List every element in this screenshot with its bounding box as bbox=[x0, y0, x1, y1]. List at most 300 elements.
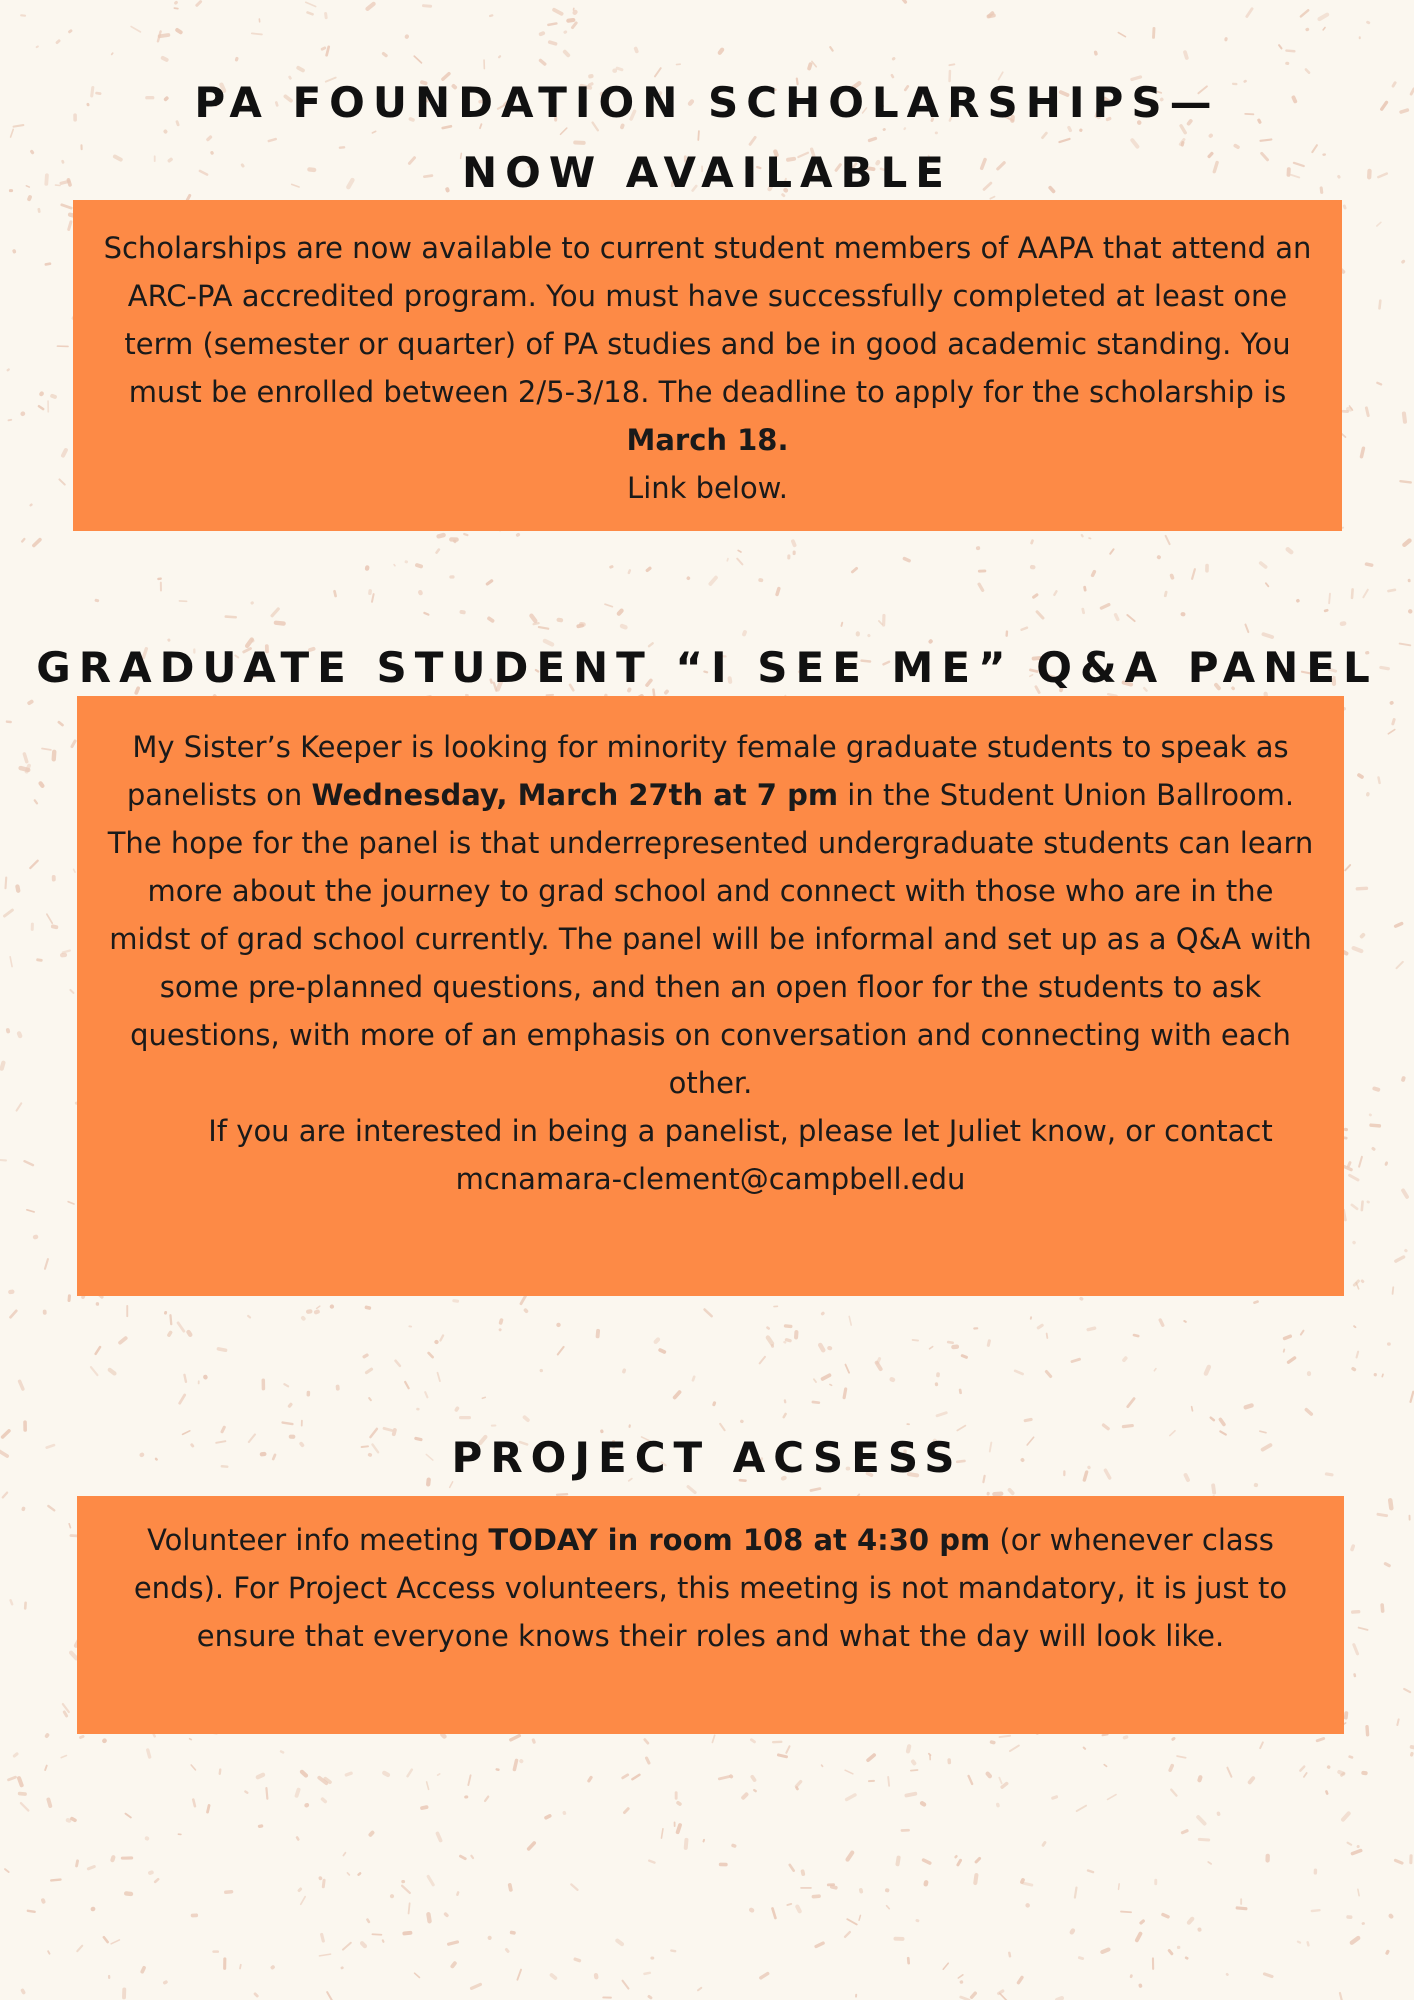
terrazzo-speck bbox=[1359, 932, 1366, 939]
terrazzo-speck bbox=[37, 208, 41, 213]
terrazzo-speck bbox=[684, 1838, 689, 1850]
terrazzo-speck bbox=[1369, 1123, 1381, 1128]
terrazzo-speck bbox=[20, 1988, 26, 1995]
scholarships-heading-line-1: PA FOUNDATION SCHOLARSHIPS— bbox=[194, 78, 1220, 127]
terrazzo-speck bbox=[1368, 1113, 1372, 1117]
terrazzo-speck bbox=[79, 1735, 85, 1740]
terrazzo-speck bbox=[794, 1330, 799, 1340]
terrazzo-speck bbox=[758, 1971, 770, 1980]
terrazzo-speck bbox=[887, 1776, 890, 1787]
terrazzo-speck bbox=[1372, 1086, 1381, 1092]
terrazzo-speck bbox=[1348, 1173, 1360, 1182]
terrazzo-speck bbox=[622, 1807, 630, 1815]
terrazzo-speck bbox=[784, 1399, 787, 1404]
terrazzo-speck bbox=[44, 1732, 50, 1738]
terrazzo-speck bbox=[424, 1391, 429, 1399]
terrazzo-speck bbox=[164, 1311, 168, 1315]
terrazzo-speck bbox=[820, 1311, 825, 1316]
terrazzo-speck bbox=[15, 884, 21, 893]
terrazzo-speck bbox=[1121, 1356, 1128, 1363]
terrazzo-speck bbox=[740, 1419, 745, 1423]
project-access-paragraph bbox=[107, 1516, 1314, 1660]
terrazzo-speck bbox=[253, 1992, 259, 1998]
terrazzo-speck bbox=[1245, 7, 1254, 19]
terrazzo-speck bbox=[198, 1380, 200, 1384]
terrazzo-speck bbox=[1409, 1390, 1414, 1403]
terrazzo-speck bbox=[469, 1982, 482, 1990]
terrazzo-speck bbox=[60, 953, 67, 958]
terrazzo-speck bbox=[124, 1891, 134, 1896]
terrazzo-speck bbox=[70, 739, 77, 749]
terrazzo-speck bbox=[595, 1329, 600, 1339]
terrazzo-speck bbox=[1117, 31, 1126, 37]
panel-contact-text: If you are interested in being a panelist, please let Juliet know, or contact mcnamara-clement@campbell.edu bbox=[208, 1114, 1273, 1196]
terrazzo-speck bbox=[265, 1787, 268, 1800]
terrazzo-speck bbox=[674, 1821, 676, 1827]
terrazzo-speck bbox=[800, 1869, 805, 1876]
terrazzo-speck bbox=[800, 1887, 812, 1889]
terrazzo-speck bbox=[368, 589, 372, 595]
terrazzo-speck bbox=[989, 1740, 996, 1745]
terrazzo-speck bbox=[37, 404, 45, 410]
terrazzo-speck bbox=[1295, 598, 1300, 603]
terrazzo-speck bbox=[1360, 1279, 1365, 1284]
terrazzo-speck bbox=[956, 1858, 963, 1867]
terrazzo-speck bbox=[94, 598, 99, 602]
terrazzo-speck bbox=[784, 1324, 793, 1328]
terrazzo-speck bbox=[1030, 1316, 1033, 1320]
terrazzo-speck bbox=[1303, 1772, 1308, 1778]
terrazzo-speck bbox=[46, 913, 54, 924]
terrazzo-speck bbox=[6, 368, 10, 372]
terrazzo-speck bbox=[1401, 537, 1412, 547]
terrazzo-speck bbox=[850, 566, 858, 573]
terrazzo-speck bbox=[1099, 602, 1111, 610]
terrazzo-speck bbox=[1340, 1811, 1351, 1823]
terrazzo-speck bbox=[1351, 945, 1364, 953]
terrazzo-speck bbox=[224, 615, 237, 618]
terrazzo-speck bbox=[868, 1780, 875, 1782]
terrazzo-speck bbox=[244, 1790, 249, 1795]
terrazzo-speck bbox=[33, 799, 38, 805]
terrazzo-speck bbox=[300, 1315, 306, 1321]
terrazzo-speck bbox=[1134, 1931, 1143, 1943]
terrazzo-speck bbox=[50, 1878, 62, 1881]
terrazzo-speck bbox=[346, 1872, 350, 1876]
terrazzo-speck bbox=[552, 7, 565, 16]
terrazzo-speck bbox=[737, 549, 742, 553]
terrazzo-speck bbox=[843, 1930, 851, 1938]
terrazzo-speck bbox=[1392, 1286, 1395, 1295]
terrazzo-speck bbox=[1253, 1300, 1259, 1304]
terrazzo-speck bbox=[986, 13, 996, 19]
terrazzo-speck bbox=[381, 1770, 391, 1778]
terrazzo-speck bbox=[1005, 630, 1008, 637]
terrazzo-speck bbox=[749, 1738, 756, 1744]
terrazzo-speck bbox=[1031, 593, 1039, 600]
terrazzo-speck bbox=[19, 1801, 30, 1812]
terrazzo-speck bbox=[319, 1953, 332, 1956]
terrazzo-speck bbox=[547, 40, 557, 46]
terrazzo-speck bbox=[1365, 1725, 1369, 1737]
terrazzo-speck bbox=[368, 1397, 373, 1402]
terrazzo-speck bbox=[1183, 1320, 1187, 1323]
terrazzo-speck bbox=[675, 1791, 678, 1800]
terrazzo-speck bbox=[404, 34, 410, 40]
terrazzo-speck bbox=[1357, 1888, 1360, 1896]
terrazzo-speck bbox=[1346, 1915, 1352, 1919]
terrazzo-speck bbox=[555, 1322, 561, 1328]
terrazzo-speck bbox=[9, 1599, 14, 1606]
terrazzo-speck bbox=[1361, 1922, 1365, 1925]
terrazzo-speck bbox=[653, 1337, 661, 1345]
terrazzo-speck bbox=[140, 1965, 147, 1974]
terrazzo-speck bbox=[1080, 534, 1084, 538]
terrazzo-speck bbox=[436, 532, 446, 539]
terrazzo-speck bbox=[26, 1209, 35, 1213]
terrazzo-speck bbox=[1082, 1746, 1086, 1750]
terrazzo-speck bbox=[842, 1387, 847, 1399]
terrazzo-speck bbox=[627, 569, 631, 575]
terrazzo-speck bbox=[38, 780, 46, 788]
terrazzo-speck bbox=[1041, 1840, 1047, 1847]
terrazzo-speck bbox=[218, 1768, 221, 1775]
terrazzo-speck bbox=[697, 1986, 703, 1991]
terrazzo-speck bbox=[1285, 546, 1295, 555]
terrazzo-speck bbox=[1225, 1972, 1229, 1976]
scholarships-box bbox=[73, 200, 1342, 531]
terrazzo-speck bbox=[274, 620, 286, 626]
terrazzo-speck bbox=[1244, 623, 1249, 633]
terrazzo-speck bbox=[1122, 1735, 1129, 1740]
project-access-body-text: (or whenever class ends). For Project Access volunteers, this meeting is not mandatory, it is just to ensure that everyone knows their roles and what the day will look like. bbox=[133, 1523, 1288, 1653]
terrazzo-speck bbox=[621, 1773, 630, 1780]
terrazzo-speck bbox=[1218, 1417, 1227, 1427]
terrazzo-speck bbox=[526, 1840, 537, 1851]
terrazzo-speck bbox=[1094, 50, 1099, 56]
terrazzo-speck bbox=[67, 1201, 75, 1206]
terrazzo-speck bbox=[915, 1919, 920, 1923]
terrazzo-speck bbox=[1086, 1326, 1097, 1332]
terrazzo-speck bbox=[247, 1314, 252, 1319]
terrazzo-speck bbox=[102, 1935, 109, 1943]
terrazzo-speck bbox=[954, 1855, 958, 1859]
terrazzo-speck bbox=[38, 391, 44, 398]
terrazzo-speck bbox=[1139, 1919, 1146, 1926]
terrazzo-speck bbox=[481, 1396, 486, 1399]
terrazzo-speck bbox=[52, 875, 56, 882]
panel-paragraph bbox=[105, 723, 1316, 1107]
terrazzo-speck bbox=[1373, 1373, 1377, 1377]
terrazzo-speck bbox=[996, 1802, 1000, 1807]
terrazzo-speck bbox=[1404, 1248, 1409, 1253]
terrazzo-speck bbox=[647, 1994, 653, 2000]
terrazzo-speck bbox=[9, 956, 13, 968]
terrazzo-speck bbox=[1360, 1200, 1364, 1211]
terrazzo-speck bbox=[31, 537, 42, 548]
terrazzo-speck bbox=[670, 1949, 677, 1952]
terrazzo-speck bbox=[110, 1939, 120, 1945]
terrazzo-speck bbox=[1307, 1371, 1311, 1376]
terrazzo-speck bbox=[320, 1797, 328, 1804]
terrazzo-speck bbox=[434, 1340, 439, 1344]
terrazzo-speck bbox=[923, 1880, 929, 1887]
terrazzo-speck bbox=[174, 27, 183, 35]
terrazzo-speck bbox=[1344, 1711, 1349, 1720]
terrazzo-speck bbox=[364, 1305, 371, 1310]
terrazzo-speck bbox=[1356, 773, 1364, 780]
terrazzo-speck bbox=[793, 550, 796, 555]
terrazzo-speck bbox=[1410, 1752, 1414, 1757]
terrazzo-speck bbox=[340, 1966, 344, 1970]
terrazzo-speck bbox=[357, 1872, 362, 1877]
terrazzo-speck bbox=[16, 1776, 24, 1788]
terrazzo-speck bbox=[422, 4, 432, 8]
terrazzo-speck bbox=[366, 1918, 371, 1924]
terrazzo-speck bbox=[1088, 537, 1092, 539]
terrazzo-speck bbox=[736, 557, 744, 565]
terrazzo-speck bbox=[717, 47, 725, 56]
terrazzo-speck bbox=[951, 1344, 959, 1349]
terrazzo-speck bbox=[1361, 1771, 1368, 1776]
terrazzo-speck bbox=[1409, 1854, 1412, 1864]
terrazzo-speck bbox=[1079, 1296, 1084, 1301]
terrazzo-speck bbox=[728, 1774, 734, 1780]
terrazzo-speck bbox=[750, 1774, 757, 1782]
terrazzo-speck bbox=[329, 1304, 334, 1309]
terrazzo-speck bbox=[173, 0, 178, 5]
terrazzo-speck bbox=[1408, 579, 1411, 583]
terrazzo-speck bbox=[1023, 1418, 1033, 1423]
terrazzo-speck bbox=[1409, 1745, 1414, 1750]
terrazzo-speck bbox=[1401, 259, 1406, 264]
terrazzo-speck bbox=[1265, 582, 1270, 588]
terrazzo-speck bbox=[408, 1325, 412, 1327]
terrazzo-speck bbox=[885, 1888, 890, 1893]
terrazzo-speck bbox=[516, 1968, 522, 1980]
terrazzo-speck bbox=[192, 1798, 197, 1808]
terrazzo-speck bbox=[1305, 27, 1310, 31]
terrazzo-speck bbox=[811, 1400, 820, 1404]
terrazzo-speck bbox=[1087, 1869, 1095, 1874]
terrazzo-speck bbox=[7, 1775, 18, 1781]
terrazzo-speck bbox=[616, 608, 625, 617]
terrazzo-speck bbox=[1314, 1868, 1318, 1874]
terrazzo-speck bbox=[206, 1804, 211, 1814]
terrazzo-speck bbox=[447, 1940, 460, 1946]
terrazzo-speck bbox=[1317, 12, 1330, 22]
terrazzo-speck bbox=[297, 1887, 303, 1893]
terrazzo-speck bbox=[122, 1987, 126, 1999]
terrazzo-speck bbox=[1152, 27, 1156, 39]
scholarships-link-note: Link below. bbox=[627, 471, 788, 505]
terrazzo-speck bbox=[22, 752, 29, 764]
terrazzo-speck bbox=[381, 51, 388, 58]
terrazzo-speck bbox=[1380, 1603, 1384, 1613]
terrazzo-speck bbox=[322, 1879, 326, 1889]
terrazzo-speck bbox=[281, 1421, 294, 1425]
terrazzo-speck bbox=[313, 1309, 320, 1315]
terrazzo-speck bbox=[827, 1346, 833, 1351]
terrazzo-speck bbox=[518, 1758, 524, 1764]
terrazzo-speck bbox=[336, 1384, 340, 1390]
terrazzo-speck bbox=[522, 1415, 531, 1423]
terrazzo-speck bbox=[1243, 1403, 1254, 1410]
terrazzo-speck bbox=[919, 1800, 927, 1807]
terrazzo-speck bbox=[814, 1941, 826, 1949]
terrazzo-speck bbox=[1324, 609, 1329, 613]
terrazzo-speck bbox=[1407, 608, 1413, 614]
terrazzo-speck bbox=[848, 1315, 852, 1326]
terrazzo-speck bbox=[1153, 1367, 1157, 1371]
terrazzo-speck bbox=[459, 610, 466, 615]
terrazzo-speck bbox=[1216, 1811, 1221, 1816]
terrazzo-speck bbox=[547, 22, 558, 26]
terrazzo-speck bbox=[539, 1368, 543, 1372]
terrazzo-speck bbox=[1046, 1332, 1049, 1339]
terrazzo-speck bbox=[1377, 776, 1381, 784]
terrazzo-speck bbox=[974, 1856, 982, 1864]
project-access-box bbox=[77, 1496, 1344, 1734]
terrazzo-speck bbox=[413, 55, 423, 64]
terrazzo-speck bbox=[1306, 1941, 1310, 1947]
terrazzo-speck bbox=[631, 1773, 641, 1781]
project-access-intro-text: Volunteer info meeting bbox=[147, 1523, 489, 1557]
terrazzo-speck bbox=[29, 859, 40, 870]
terrazzo-speck bbox=[1356, 887, 1369, 891]
terrazzo-speck bbox=[740, 1792, 749, 1801]
terrazzo-speck bbox=[44, 262, 51, 266]
terrazzo-speck bbox=[20, 537, 26, 543]
terrazzo-speck bbox=[1198, 1838, 1211, 1842]
terrazzo-speck bbox=[902, 556, 911, 563]
terrazzo-speck bbox=[235, 57, 239, 62]
terrazzo-speck bbox=[893, 1937, 904, 1941]
terrazzo-speck bbox=[999, 1992, 1008, 2000]
terrazzo-speck bbox=[427, 1351, 435, 1359]
terrazzo-speck bbox=[528, 613, 538, 624]
scholarships-heading-line-2: NOW AVAILABLE bbox=[462, 148, 952, 197]
terrazzo-speck bbox=[26, 1909, 36, 1913]
terrazzo-speck bbox=[910, 1759, 917, 1766]
terrazzo-speck bbox=[563, 30, 568, 34]
terrazzo-speck bbox=[643, 1738, 650, 1745]
terrazzo-speck bbox=[1381, 1373, 1384, 1377]
terrazzo-speck bbox=[1259, 1741, 1264, 1749]
terrazzo-speck bbox=[978, 569, 986, 572]
terrazzo-speck bbox=[279, 1750, 284, 1754]
terrazzo-speck bbox=[31, 923, 34, 931]
terrazzo-speck bbox=[960, 1354, 968, 1360]
panel-box bbox=[77, 696, 1344, 1296]
terrazzo-speck bbox=[68, 1523, 71, 1529]
terrazzo-speck bbox=[1170, 1788, 1179, 1797]
terrazzo-speck bbox=[711, 1734, 715, 1743]
terrazzo-speck bbox=[166, 1330, 173, 1338]
terrazzo-speck bbox=[51, 924, 59, 929]
terrazzo-speck bbox=[1339, 621, 1346, 626]
terrazzo-speck bbox=[1353, 1673, 1356, 1678]
terrazzo-speck bbox=[1209, 1416, 1216, 1422]
terrazzo-speck bbox=[495, 1768, 500, 1771]
terrazzo-speck bbox=[967, 1774, 974, 1785]
terrazzo-speck bbox=[1387, 728, 1396, 734]
terrazzo-speck bbox=[840, 622, 843, 628]
terrazzo-speck bbox=[344, 1771, 353, 1777]
terrazzo-speck bbox=[27, 699, 35, 706]
terrazzo-speck bbox=[726, 558, 729, 562]
terrazzo-speck bbox=[1400, 1188, 1409, 1200]
terrazzo-speck bbox=[258, 1824, 264, 1828]
terrazzo-speck bbox=[18, 1792, 27, 1796]
terrazzo-speck bbox=[47, 1504, 56, 1512]
terrazzo-speck bbox=[1126, 614, 1136, 623]
terrazzo-speck bbox=[365, 1, 377, 12]
terrazzo-speck bbox=[942, 1962, 949, 1970]
terrazzo-speck bbox=[68, 29, 73, 34]
terrazzo-speck bbox=[1224, 37, 1228, 42]
terrazzo-speck bbox=[1283, 1348, 1286, 1353]
terrazzo-speck bbox=[959, 1995, 971, 2000]
terrazzo-speck bbox=[450, 1960, 458, 1969]
terrazzo-speck bbox=[1161, 1912, 1171, 1919]
terrazzo-speck bbox=[619, 623, 628, 630]
terrazzo-speck bbox=[556, 617, 563, 622]
terrazzo-speck bbox=[675, 1823, 682, 1835]
terrazzo-speck bbox=[90, 1906, 96, 1912]
terrazzo-speck bbox=[426, 1874, 435, 1887]
terrazzo-speck bbox=[1, 1491, 9, 1499]
terrazzo-speck bbox=[436, 1372, 441, 1383]
terrazzo-speck bbox=[320, 1933, 325, 1943]
terrazzo-speck bbox=[498, 1318, 503, 1325]
terrazzo-speck bbox=[1205, 564, 1209, 573]
terrazzo-speck bbox=[1154, 1879, 1157, 1885]
terrazzo-speck bbox=[75, 1859, 79, 1867]
terrazzo-speck bbox=[1349, 1935, 1361, 1946]
terrazzo-speck bbox=[443, 1912, 449, 1918]
terrazzo-speck bbox=[126, 1305, 128, 1317]
terrazzo-speck bbox=[454, 1406, 460, 1413]
terrazzo-speck bbox=[986, 1339, 991, 1347]
terrazzo-speck bbox=[758, 578, 764, 583]
terrazzo-speck bbox=[813, 1378, 818, 1383]
terrazzo-speck bbox=[416, 1408, 420, 1411]
terrazzo-speck bbox=[977, 582, 985, 593]
terrazzo-speck bbox=[459, 1854, 468, 1860]
terrazzo-speck bbox=[1070, 1357, 1081, 1363]
terrazzo-speck bbox=[1113, 613, 1120, 622]
scholarships-deadline: March 18. bbox=[626, 423, 789, 457]
terrazzo-speck bbox=[1138, 1983, 1143, 1988]
terrazzo-speck bbox=[998, 1735, 1011, 1739]
terrazzo-speck bbox=[676, 63, 681, 65]
terrazzo-speck bbox=[86, 1865, 96, 1871]
terrazzo-speck bbox=[1391, 718, 1396, 726]
terrazzo-speck bbox=[1351, 1366, 1357, 1372]
terrazzo-speck bbox=[1366, 20, 1371, 24]
terrazzo-speck bbox=[420, 1805, 429, 1810]
project-access-heading: PROJECT ACSESS bbox=[451, 1433, 963, 1482]
terrazzo-speck bbox=[865, 1752, 876, 1762]
terrazzo-speck bbox=[1186, 1916, 1195, 1926]
terrazzo-speck bbox=[538, 31, 545, 37]
terrazzo-speck bbox=[189, 1738, 193, 1741]
terrazzo-speck bbox=[1395, 960, 1404, 969]
terrazzo-speck bbox=[498, 1328, 502, 1332]
terrazzo-speck bbox=[191, 1913, 199, 1917]
panel-body-text: in the Student Union Ballroom. The hope for the panel is that underrepresented undergraduate students can learn more about the journey to grad school and connect with those who are in the midst of grad school currently. The panel will be informal and set up as a Q&A with some pre-planned questions, and then an open floor for the students to ask questions, with more of an emphasis on conversation and connecting with each other. bbox=[107, 778, 1314, 1100]
